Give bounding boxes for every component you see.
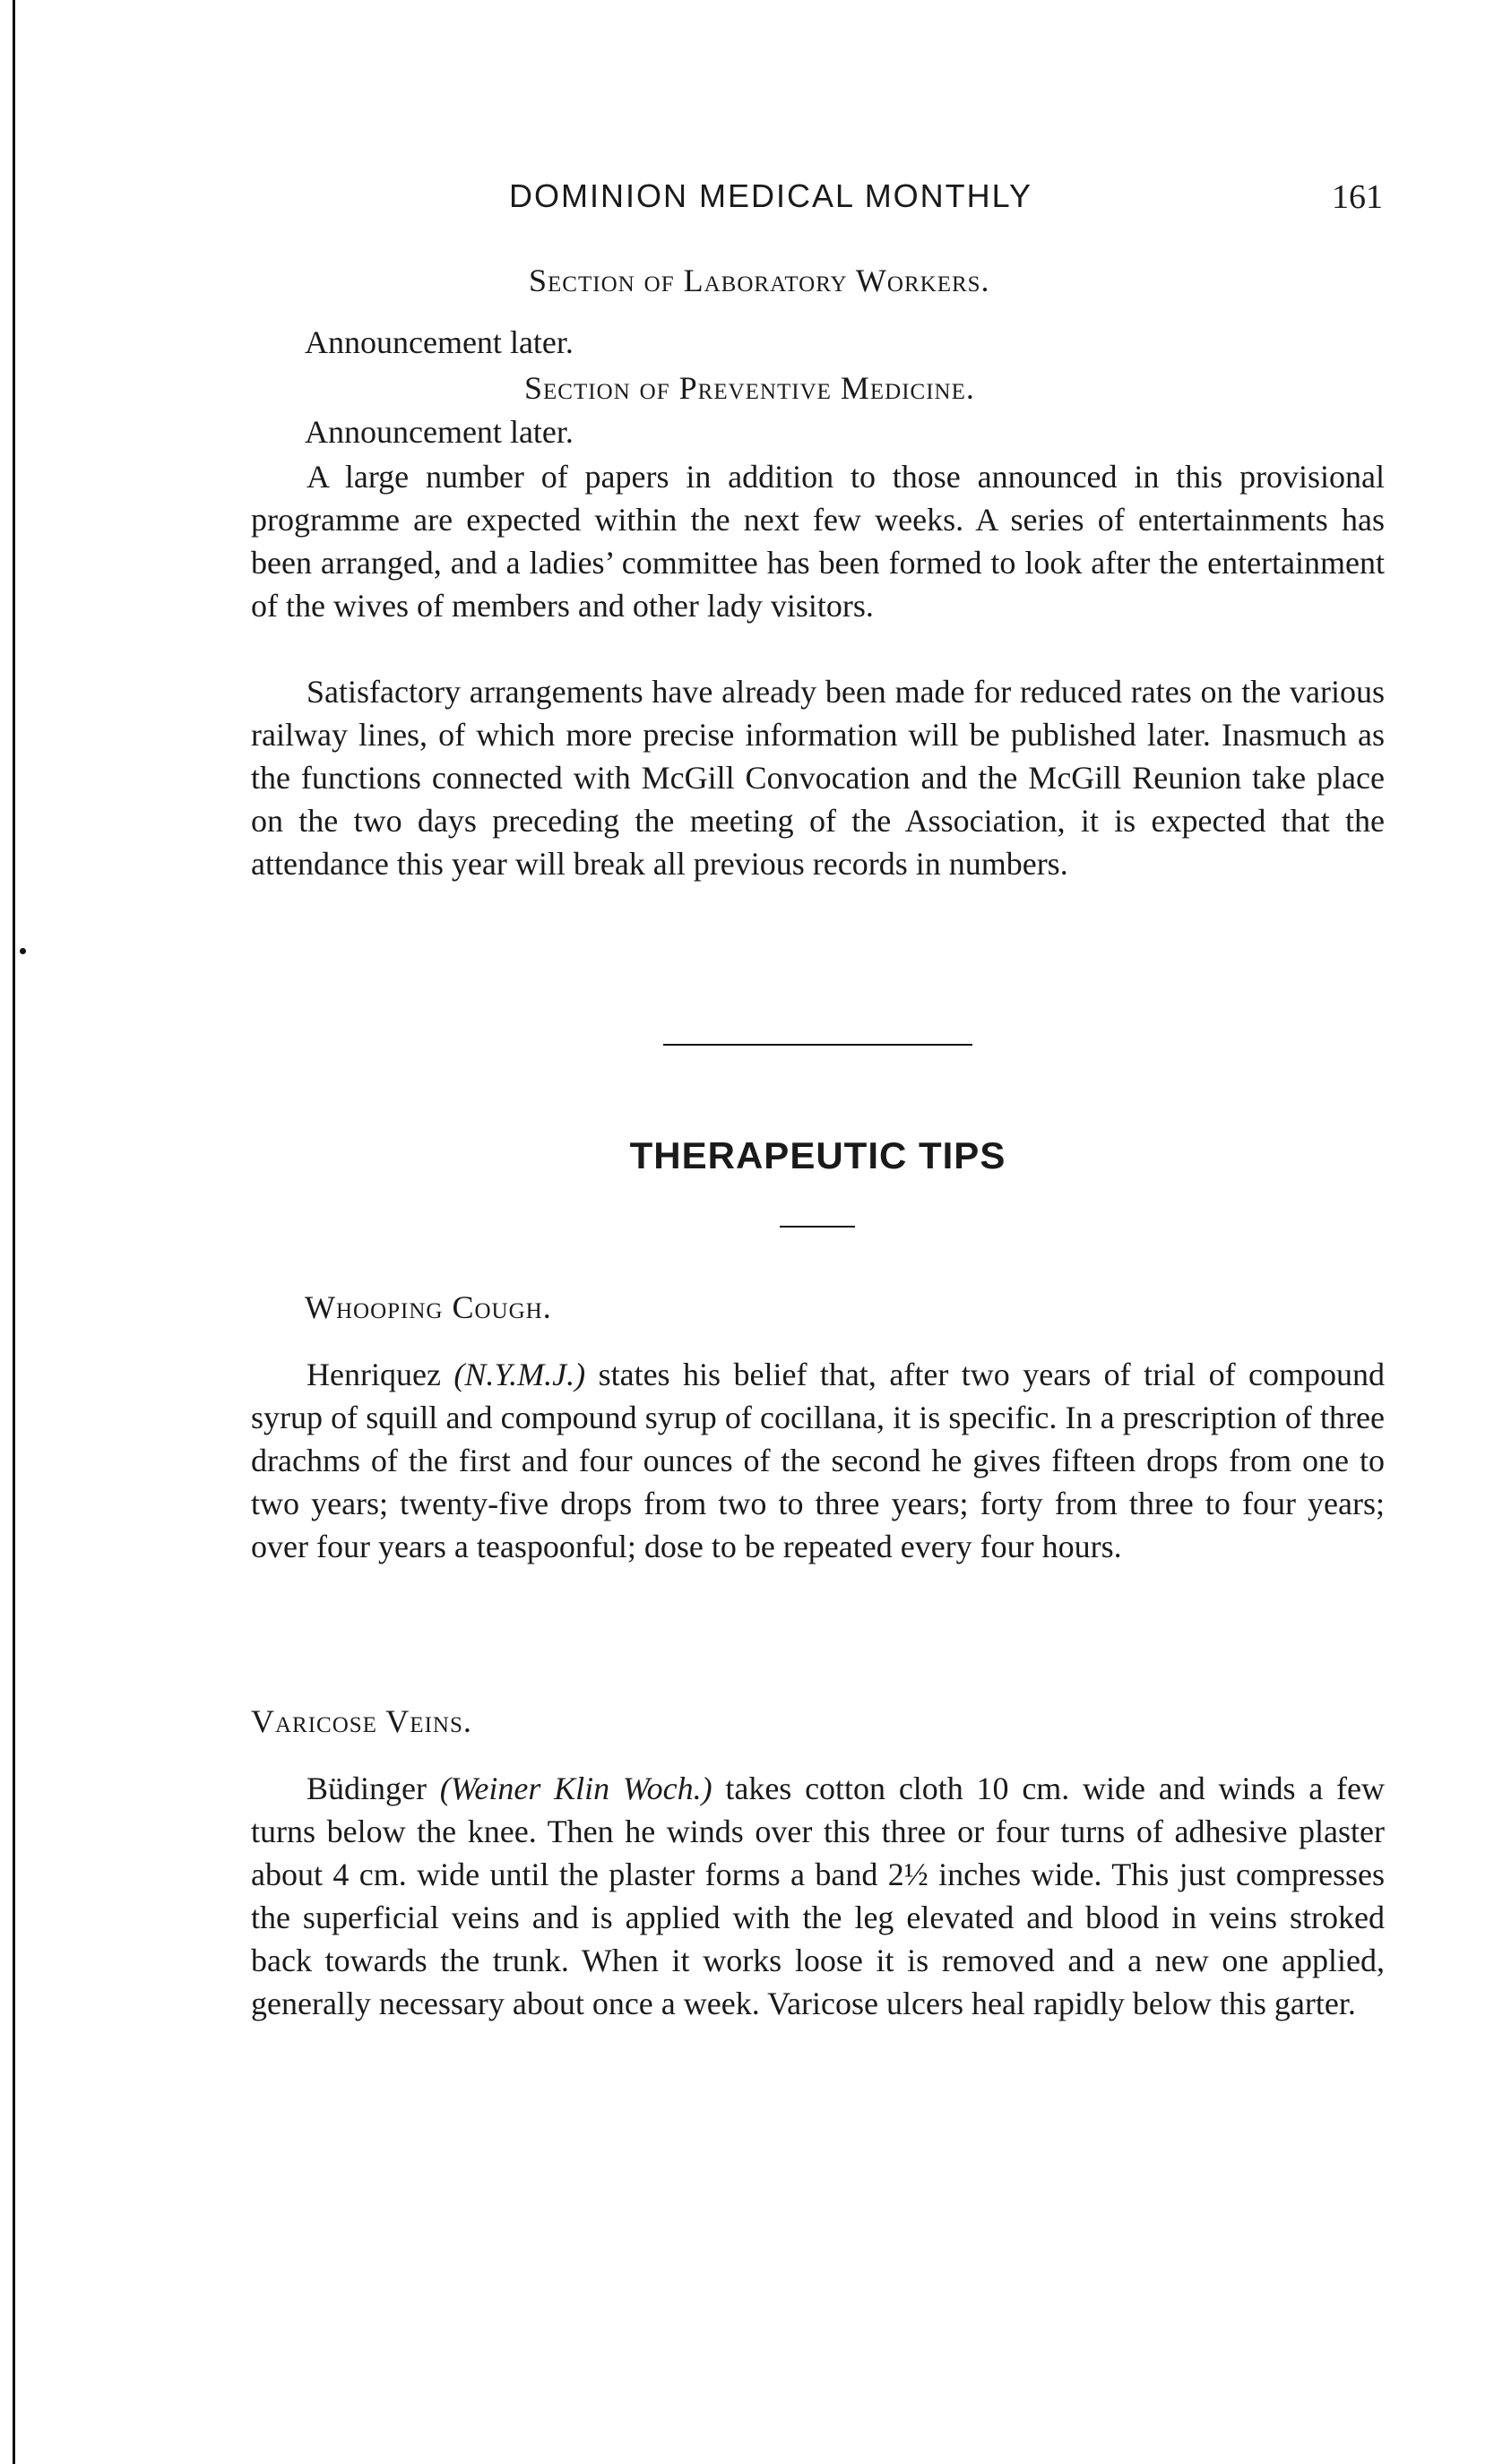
preventive-medicine-announcement: Announcement later. (305, 414, 574, 450)
paragraph-varicose-veins (251, 1767, 1385, 2025)
paragraph-arrangements: Satisfactory arrangements have already been made for reduced rates on the various railway lines, of which more precise information will be published later. Inasmuch as the functions connected with McGill Convocation and the McGill Reunion take place on the two days preceding the meeting of the Association, it is expected that the attendance this year will break all previous records in numbers. (251, 674, 1385, 882)
section-heading-laboratory-workers: Section of Laboratory Workers. (529, 263, 990, 298)
heading-varicose-veins: Varicose Veins. (251, 1703, 472, 1739)
paragraph-whooping-cough (251, 1353, 1385, 1568)
therapeutic-tips-title: THERAPEUTIC TIPS (629, 1134, 1006, 1176)
author-henriquez: Henriquez (307, 1357, 441, 1392)
journal-title: DOMINION MEDICAL MONTHLY (509, 177, 1033, 214)
page-header (502, 177, 1385, 222)
heading-whooping-cough: Whooping Cough. (305, 1289, 552, 1325)
title-underline (780, 1226, 855, 1228)
section-heading-preventive-medicine: Section of Preventive Medicine. (524, 370, 975, 406)
citation-weiner-klin-woch: (Weiner Klin Woch.) (439, 1770, 712, 1806)
divider-rule (663, 1044, 972, 1046)
margin-mark (20, 948, 26, 954)
lab-workers-announcement: Announcement later. (305, 324, 574, 360)
page-binding-edge (13, 0, 15, 2464)
whooping-cough-text: states his belief that, after two years of trial of compound syrup of squill and compound syrup of cocillana, it is specific. In a prescription of three drachms of the first and four ounces of the second he gives fifteen drops from one to two years; twenty-five drops from two to three years; forty from three to four years; over four years a teaspoonful; dose to be repeated every four hours. (251, 1357, 1386, 1564)
varicose-veins-text: takes cotton cloth 10 cm. wide and winds a few turns below the knee. Then he winds over this three or four turns of adhesive plaster about 4 cm. wide until the plaster forms a band 2½ inches wide. This just compresses the superficial veins and is applied with the leg elevated and blood in veins stroked back towards the trunk. When it works loose it is removed and a new one applied, generally necessary about once a week. Varicose ulcers heal rapidly below this garter. (251, 1770, 1386, 2021)
citation-nymj: (N.Y.M.J.) (453, 1357, 586, 1392)
paragraph-papers: A large number of papers in addition to those announced in this provisional programme are expected within the next few weeks. A series of entertainments has been arranged, and a ladies’ committee has been formed to look after the entertainment of the wives of members and other lady visitors. (251, 459, 1385, 624)
author-budinger: Büdinger (307, 1770, 427, 1806)
page-number: 161 (1332, 178, 1383, 216)
